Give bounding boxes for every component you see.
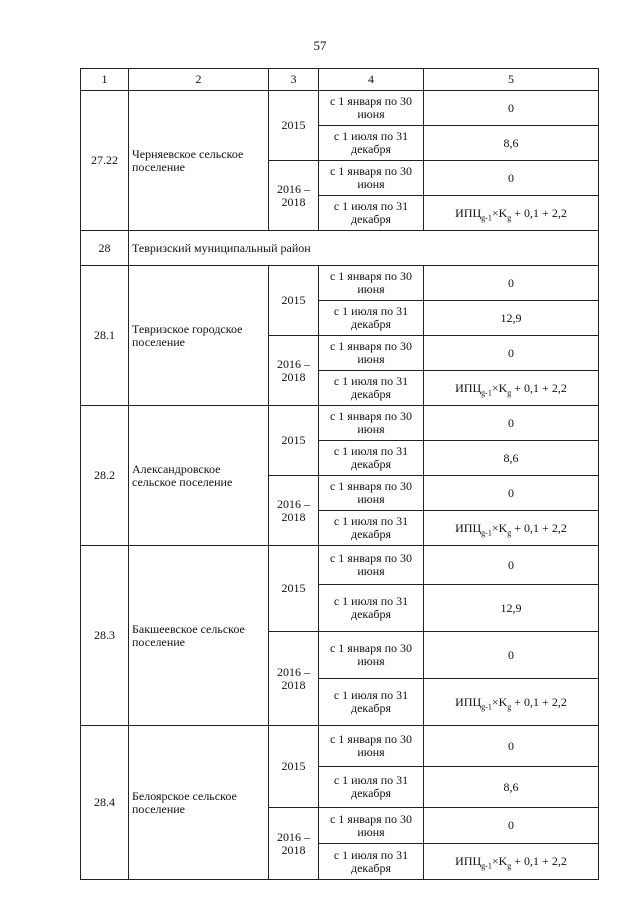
row-number: 28.1 xyxy=(81,266,129,406)
period-cell: с 1 июля по 31 декабря xyxy=(319,767,424,808)
column-header: 4 xyxy=(319,69,424,91)
value-cell: 0 xyxy=(424,336,599,371)
formula-cell xyxy=(424,844,599,880)
table-row xyxy=(81,726,599,767)
row-number: 28.2 xyxy=(81,406,129,546)
page-number: 57 xyxy=(313,38,327,53)
formula-cell xyxy=(424,371,599,406)
settlement-name: Белоярское сельское поселение xyxy=(129,726,269,880)
period-cell: с 1 января по 30 июня xyxy=(319,726,424,767)
period-cell: с 1 января по 30 июня xyxy=(319,632,424,679)
year-cell: 2016 – 2018 xyxy=(269,336,319,406)
value-cell: 0 xyxy=(424,266,599,301)
value-cell: 0 xyxy=(424,632,599,679)
formula-cell xyxy=(424,679,599,726)
period-cell: с 1 июля по 31 декабря xyxy=(319,585,424,632)
settlement-name: Бакшеевское сельское поселение xyxy=(129,546,269,726)
formula-cell xyxy=(424,511,599,546)
column-header: 3 xyxy=(269,69,319,91)
table-row xyxy=(81,91,599,126)
value-cell: 0 xyxy=(424,161,599,196)
section-row xyxy=(81,231,599,266)
value-cell: 0 xyxy=(424,546,599,585)
year-cell: 2016 – 2018 xyxy=(269,808,319,880)
table-row xyxy=(81,406,599,441)
period-cell: с 1 января по 30 июня xyxy=(319,161,424,196)
column-header: 2 xyxy=(129,69,269,91)
column-header: 1 xyxy=(81,69,129,91)
row-number: 28.4 xyxy=(81,726,129,880)
section-title: Тевризский муниципальный район xyxy=(129,231,599,266)
formula-text: $ИПЦ_{g-1}\times K_g + 0,1 + 2,2$ xyxy=(455,205,567,222)
settlement-name: Александровское сельское поселение xyxy=(129,406,269,546)
value-cell: 0 xyxy=(424,726,599,767)
value-cell: 0 xyxy=(424,91,599,126)
period-cell: с 1 июля по 31 декабря xyxy=(319,126,424,161)
header-row xyxy=(81,69,599,91)
period-cell: с 1 января по 30 июня xyxy=(319,546,424,585)
tariff-table xyxy=(80,68,599,880)
value-cell: 12,9 xyxy=(424,301,599,336)
year-cell: 2015 xyxy=(269,406,319,476)
year-cell: 2015 xyxy=(269,266,319,336)
formula-text: $ИПЦ_{g-1}\times K_g + 0,1 + 2,2$ xyxy=(455,520,567,537)
year-cell: 2015 xyxy=(269,726,319,808)
settlement-name: Черняевское сельское поселение xyxy=(129,91,269,231)
period-cell: с 1 июля по 31 декабря xyxy=(319,441,424,476)
period-cell: с 1 января по 30 июня xyxy=(319,336,424,371)
year-cell: 2016 – 2018 xyxy=(269,632,319,726)
table-row xyxy=(81,546,599,585)
year-cell: 2015 xyxy=(269,546,319,632)
formula-cell xyxy=(424,196,599,231)
value-cell: 0 xyxy=(424,808,599,844)
year-cell: 2016 – 2018 xyxy=(269,476,319,546)
period-cell: с 1 января по 30 июня xyxy=(319,808,424,844)
period-cell: с 1 июля по 31 декабря xyxy=(319,301,424,336)
year-cell: 2015 xyxy=(269,91,319,161)
period-cell: с 1 июля по 31 декабря xyxy=(319,844,424,880)
value-cell: 12,9 xyxy=(424,585,599,632)
period-cell: с 1 января по 30 июня xyxy=(319,91,424,126)
section-number: 28 xyxy=(81,231,129,266)
value-cell: 0 xyxy=(424,406,599,441)
year-cell: 2016 – 2018 xyxy=(269,161,319,231)
value-cell: 8,6 xyxy=(424,767,599,808)
settlement-name: Тевризское городское поселение xyxy=(129,266,269,406)
period-cell: с 1 июля по 31 декабря xyxy=(319,679,424,726)
value-cell: 0 xyxy=(424,476,599,511)
value-cell: 8,6 xyxy=(424,441,599,476)
value-cell: 8,6 xyxy=(424,126,599,161)
period-cell: с 1 января по 30 июня xyxy=(319,476,424,511)
formula-text: $ИПЦ_{g-1}\times K_g + 0,1 + 2,2$ xyxy=(455,694,567,711)
table-row xyxy=(81,266,599,301)
formula-text: $ИПЦ_{g-1}\times K_g + 0,1 + 2,2$ xyxy=(455,854,567,871)
period-cell: с 1 июля по 31 декабря xyxy=(319,371,424,406)
row-number: 27.22 xyxy=(81,91,129,231)
period-cell: с 1 января по 30 июня xyxy=(319,266,424,301)
period-cell: с 1 января по 30 июня xyxy=(319,406,424,441)
row-number: 28.3 xyxy=(81,546,129,726)
period-cell: с 1 июля по 31 декабря xyxy=(319,511,424,546)
column-header: 5 xyxy=(424,69,599,91)
formula-text: $ИПЦ_{g-1}\times K_g + 0,1 + 2,2$ xyxy=(455,380,567,397)
period-cell: с 1 июля по 31 декабря xyxy=(319,196,424,231)
